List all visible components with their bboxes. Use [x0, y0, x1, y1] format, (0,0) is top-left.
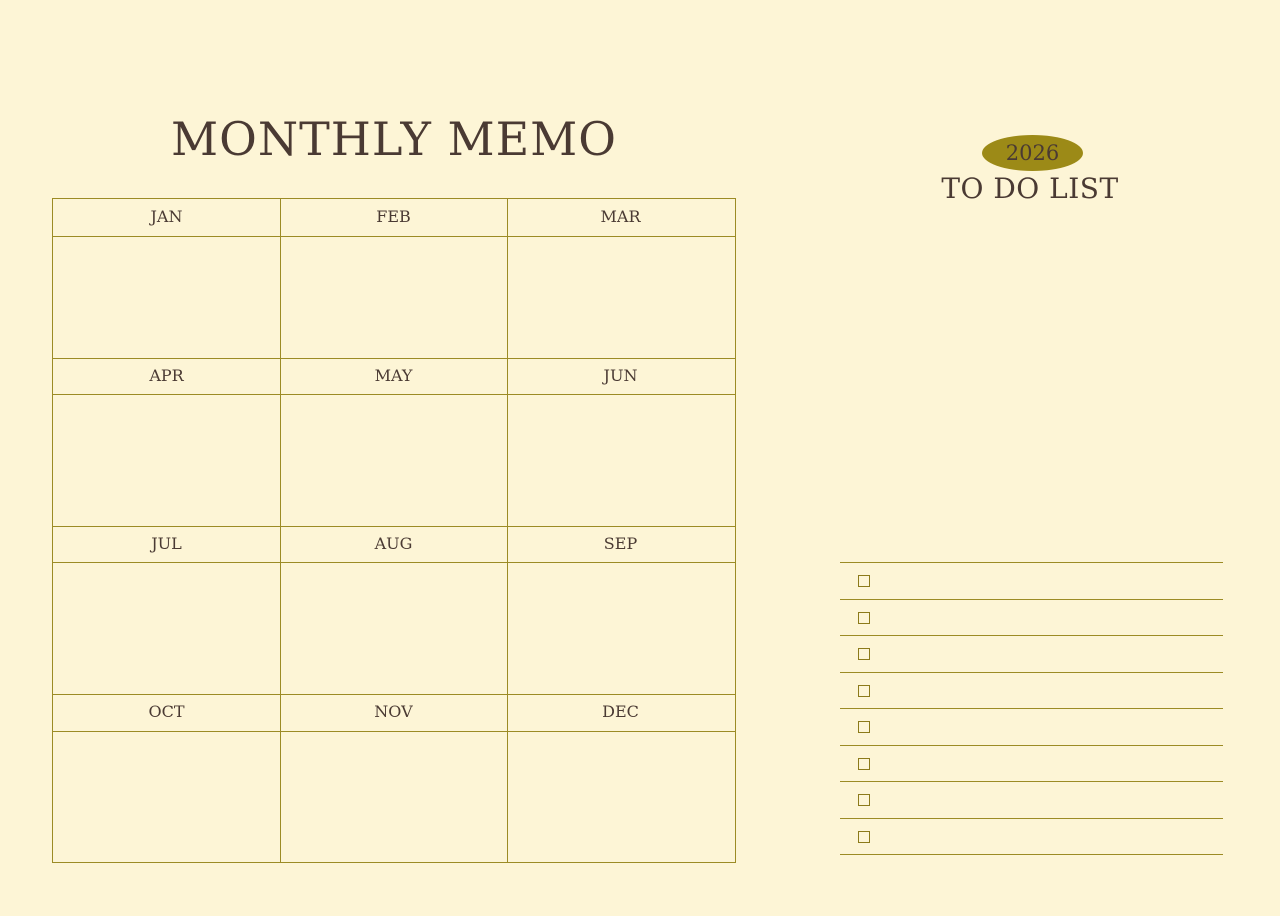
checkbox-icon[interactable] — [858, 575, 870, 587]
monthly-memo-grid — [52, 198, 736, 863]
month-label-mar: MAR — [600, 207, 641, 226]
todo-title: TO DO LIST — [941, 172, 1119, 205]
month-label-may: MAY — [374, 366, 413, 385]
memo-cell-aug[interactable] — [281, 563, 508, 694]
memo-cell-mar[interactable] — [508, 237, 735, 358]
year-badge: 2026 — [982, 135, 1083, 171]
todo-item[interactable] — [840, 782, 1223, 819]
month-label-sep: SEP — [603, 534, 638, 553]
todo-item[interactable] — [840, 673, 1223, 710]
checkbox-icon[interactable] — [858, 794, 870, 806]
memo-cell-apr[interactable] — [53, 395, 280, 526]
memo-cell-nov[interactable] — [281, 732, 508, 862]
todo-item[interactable] — [840, 563, 1223, 600]
todo-item[interactable] — [840, 600, 1223, 637]
month-label-dec: DEC — [602, 702, 639, 721]
month-label-oct: OCT — [148, 702, 185, 721]
month-label-nov: NOV — [374, 702, 413, 721]
checkbox-icon[interactable] — [858, 685, 870, 697]
checkbox-icon[interactable] — [858, 721, 870, 733]
todo-list — [840, 562, 1223, 855]
todo-item[interactable] — [840, 819, 1223, 856]
todo-item[interactable] — [840, 709, 1223, 746]
month-label-apr: APR — [149, 366, 184, 385]
month-label-aug: AUG — [374, 534, 413, 553]
page-title: MONTHLY MEMO — [171, 112, 617, 166]
month-label-jul: JUL — [151, 534, 182, 553]
month-label-jan: JAN — [150, 207, 183, 226]
memo-cell-jul[interactable] — [53, 563, 280, 694]
month-label-jun: JUN — [603, 366, 638, 385]
todo-item[interactable] — [840, 746, 1223, 783]
month-label-feb: FEB — [376, 207, 411, 226]
checkbox-icon[interactable] — [858, 831, 870, 843]
memo-cell-jan[interactable] — [53, 237, 280, 358]
checkbox-icon[interactable] — [858, 612, 870, 624]
memo-cell-sep[interactable] — [508, 563, 735, 694]
memo-cell-oct[interactable] — [53, 732, 280, 862]
memo-cell-dec[interactable] — [508, 732, 735, 862]
todo-item[interactable] — [840, 636, 1223, 673]
checkbox-icon[interactable] — [858, 758, 870, 770]
checkbox-icon[interactable] — [858, 648, 870, 660]
memo-cell-may[interactable] — [281, 395, 508, 526]
memo-cell-jun[interactable] — [508, 395, 735, 526]
memo-cell-feb[interactable] — [281, 237, 508, 358]
